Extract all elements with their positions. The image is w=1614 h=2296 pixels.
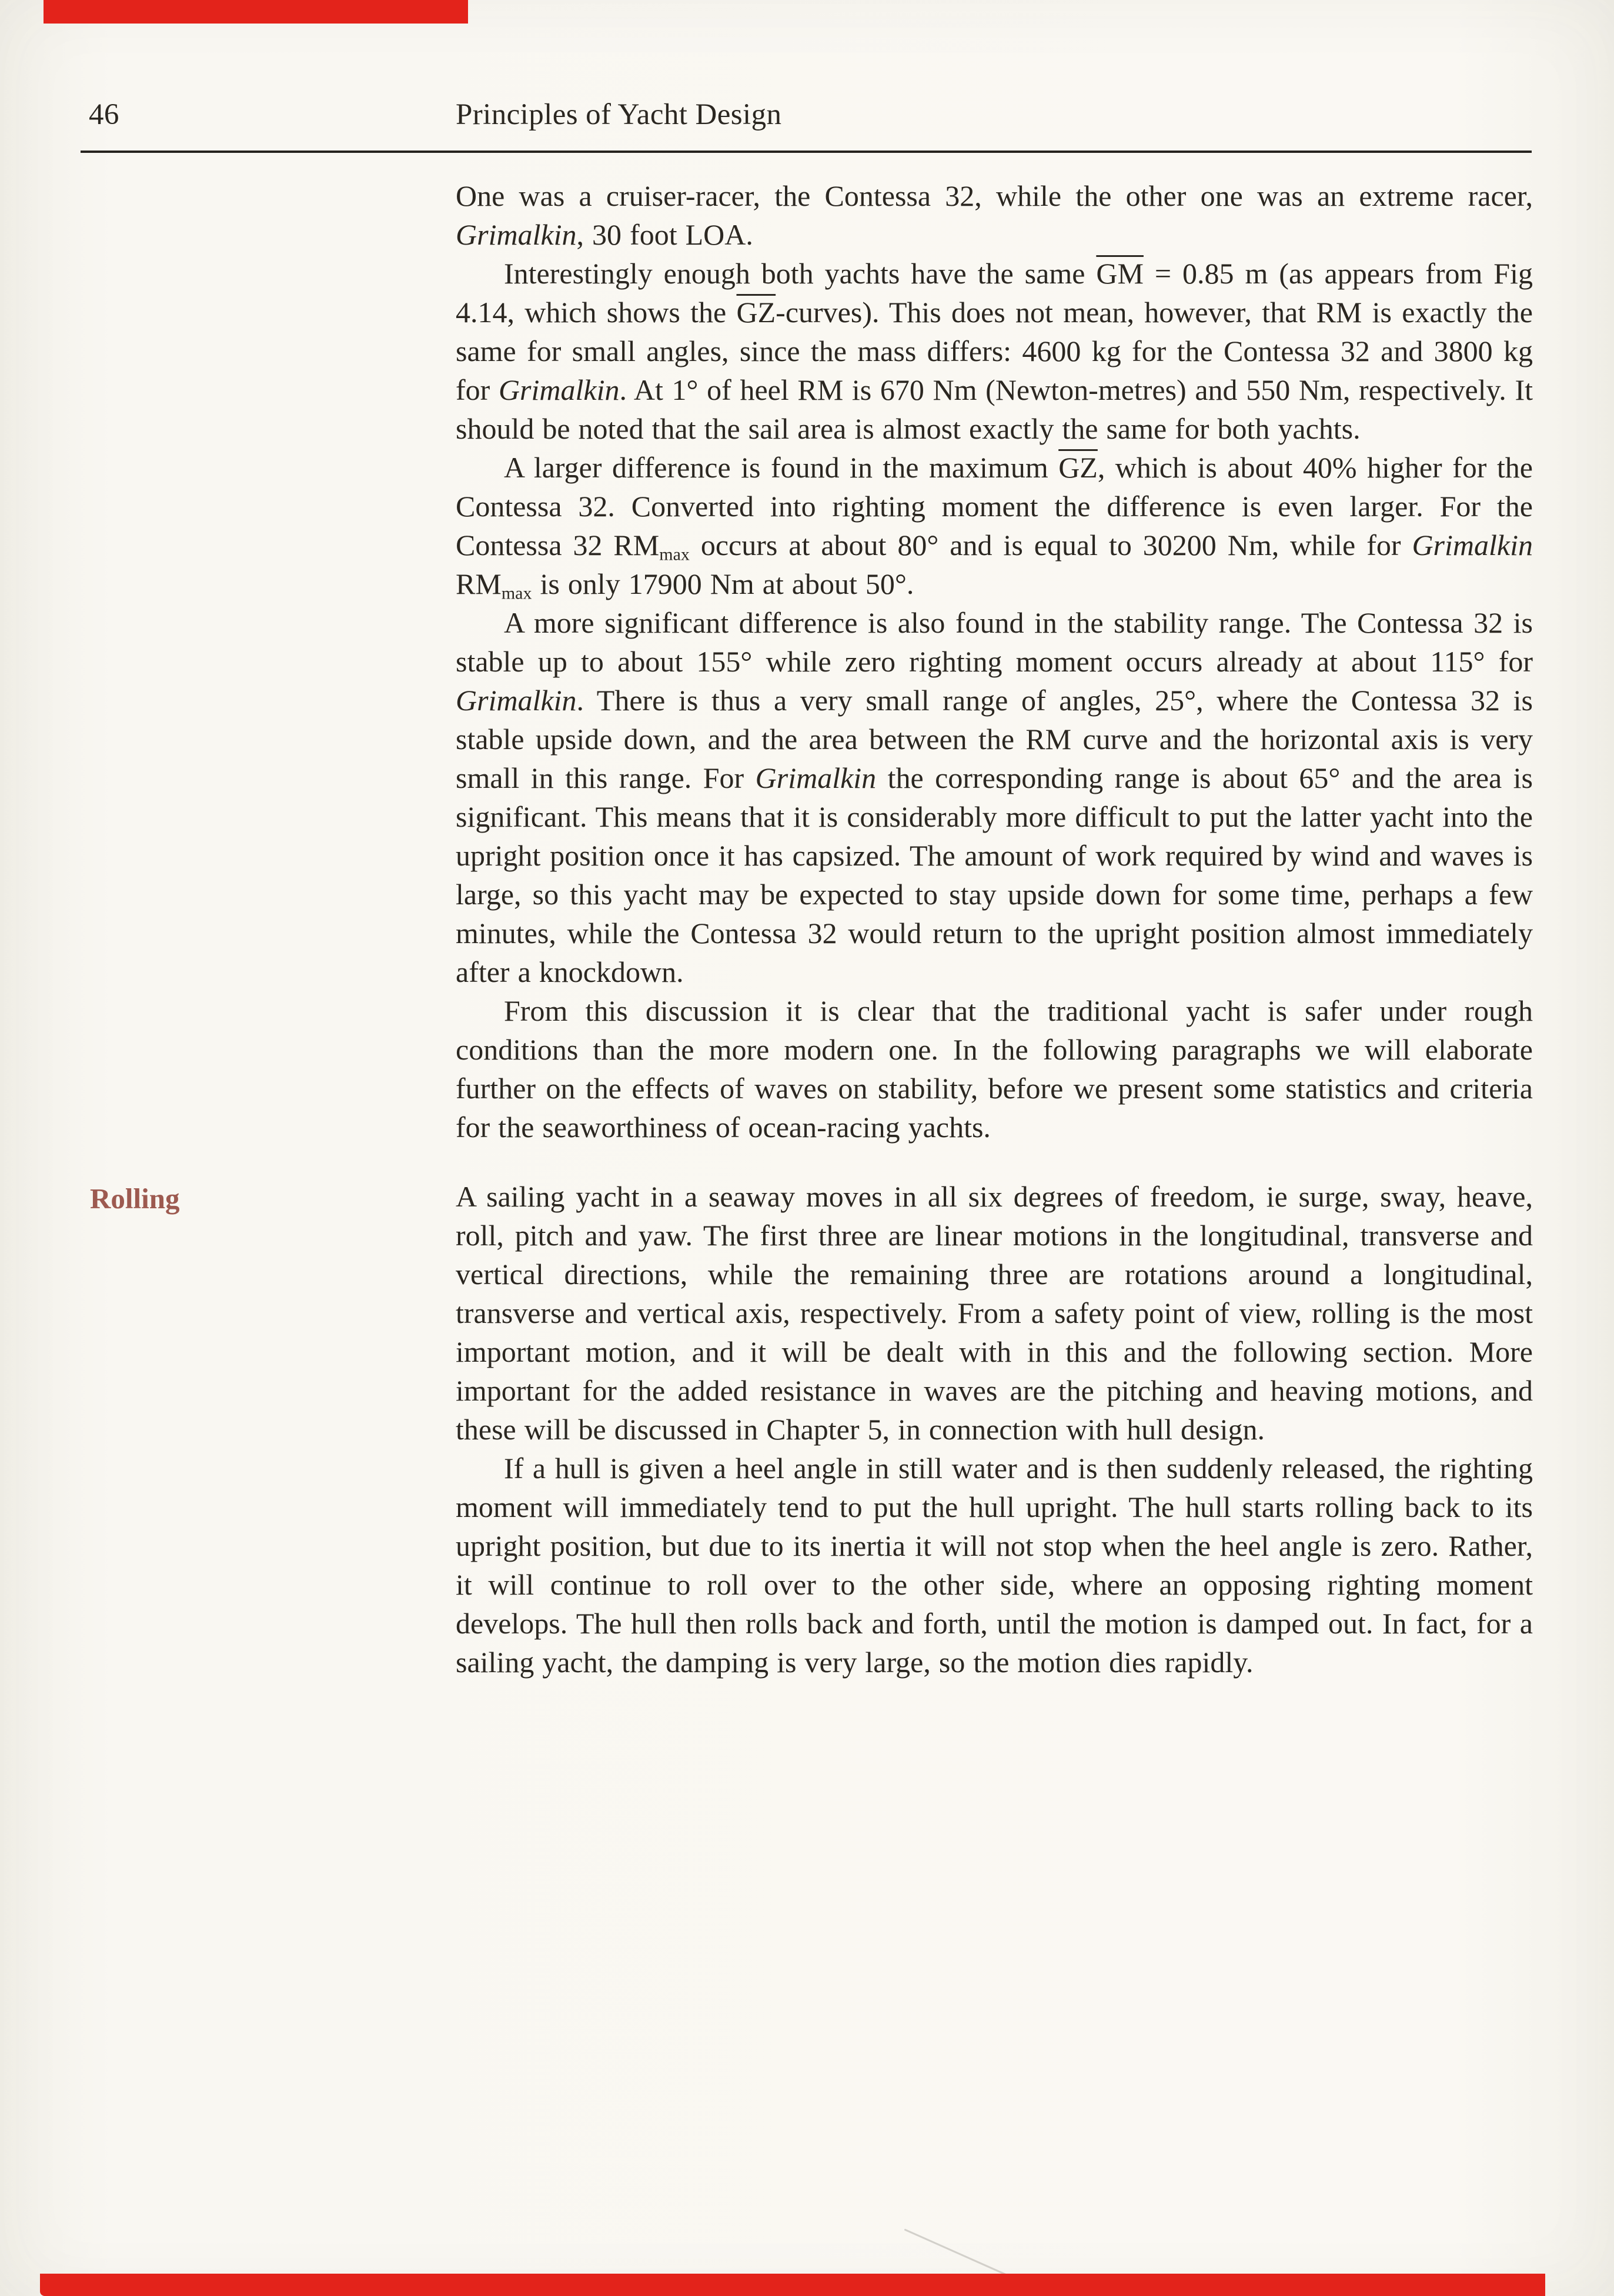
text-run-italic: Grimalkin: [498, 373, 620, 406]
paragraph: [456, 991, 1533, 1147]
text-run-overline: $\overline{GZ}$: [736, 296, 776, 329]
text-run-sub: max: [659, 544, 690, 564]
text-run-italic: Grimalkin: [456, 684, 577, 717]
text-run: A sailing yacht in a seaway moves in all six degrees of freedom, ie surge, sway, heave, roll, pitch and yaw. The first three are linear motions in the longitudinal, transverse and vertical directions, while the remaining three are rotations around a longitudinal, transverse and vertical axis, respectively. From a safety point of view, rolling is the most important motion, and it will be dealt with in this and the following section. More important for the added resistance in waves are the pitching and heaving motions, and these will be discussed in Chapter 5, in connection with hull design.: [456, 1180, 1533, 1446]
text-run: If a hull is given a heel angle in still water and is then suddenly released, the righting moment will immediately tend to put the hull upright. The hull starts rolling back to its upright position, but due to its inertia it will not stop when the heel angle is zero. Rather, it will continue to roll over to the other side, where an opposing righting moment develops. The hull then rolls back and forth, until the motion is damped out. In fact, for a sailing yacht, the damping is very large, so the motion dies rapidly.: [456, 1452, 1533, 1679]
margin-heading: Rolling: [90, 1182, 180, 1215]
paragraph: [90, 1177, 1533, 1449]
red-cover-strip-top: [44, 0, 468, 24]
text-run: . There is thus a very small range of angles, 25°, where the Contessa 32 is stable upside down, and the area between the RM curve and the horizontal axis is very small in this range. For: [456, 684, 1533, 794]
page-header: [81, 98, 1532, 135]
text-run-italic: Grimalkin: [755, 761, 877, 794]
text-run: , 30 foot LOA.: [576, 218, 753, 251]
text-run: A more significant difference is also found in the stability range. The Contessa 32 is stable up to about 155° while zero righting moment occurs already at about 115° for: [456, 606, 1533, 678]
text-run: = 0.85 m (as appears from Fig 4.14, which shows the: [456, 257, 1533, 329]
text-run-italic: Grimalkin: [456, 218, 577, 251]
paragraph: [456, 603, 1533, 991]
text-run-sub: max: [501, 583, 532, 603]
red-cover-strip-bottom: [40, 2274, 1545, 2296]
text-run-overline: $\overline{GM}$: [1096, 257, 1144, 290]
text-run: is only 17900 Nm at about 50°.: [532, 567, 914, 600]
paragraph: [456, 254, 1533, 448]
text-run: . At 1° of heel RM is 670 Nm (Newton-metres) and 550 Nm, respectively. It should be noted that the sail area is almost exactly the same for both yachts.: [456, 373, 1533, 445]
running-title: Principles of Yacht Design: [456, 98, 782, 131]
paragraph: [456, 1449, 1533, 1682]
text-run: RM: [456, 567, 502, 600]
text-run: One was a cruiser-racer, the Contessa 32, while the other one was an extreme racer,: [456, 179, 1533, 212]
text-run: Interestingly enough both yachts have the same: [504, 257, 1097, 290]
text-run: From this discussion it is clear that the traditional yacht is safer under rough conditions than the more modern one. In the following paragraphs we will elaborate further on the effects of waves on stability, before we present some statistics and criteria for the seaworthiness of ocean-racing yachts.: [456, 994, 1533, 1144]
text-run: , which is about 40% higher for the Contessa 32. Converted into righting moment the difference is even larger. For the Contessa 32 RM: [456, 451, 1533, 562]
header-rule: [81, 151, 1532, 153]
paragraph: [456, 176, 1533, 254]
text-run: occurs at about 80° and is equal to 30200 Nm, while for: [689, 529, 1412, 562]
text-run: A larger difference is found in the maximum: [504, 451, 1059, 484]
text-run: -curves). This does not mean, however, that RM is exactly the same for small angles, since the mass differs: 4600 kg for the Contessa 32 and 3800 kg for: [456, 296, 1533, 406]
paragraph: [456, 448, 1533, 603]
text-run-italic: Grimalkin: [1412, 529, 1533, 562]
page-number: 46: [89, 98, 119, 131]
text-column: [90, 176, 1533, 1682]
text-run: the corresponding range is about 65° and the area is significant. This means that it is considerably more difficult to put the latter yacht into the upright position once it has capsized. The amount of work required by wind and waves is large, so this yacht may be expected to stay upside down for some time, perhaps a few minutes, while the Contessa 32 would return to the upright position almost immediately after a knockdown.: [456, 761, 1533, 988]
text-run-overline: $\overline{GZ}$: [1058, 451, 1098, 484]
